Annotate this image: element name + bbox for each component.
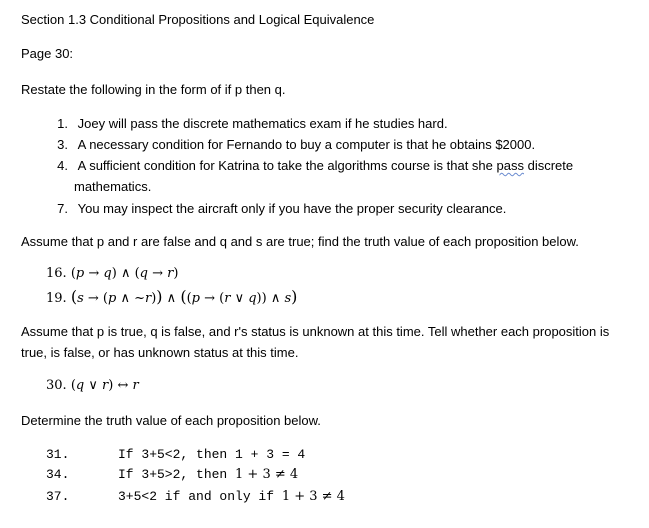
truth-item-34 <box>46 467 299 482</box>
truth-item-37 <box>46 489 345 504</box>
truth-item-number: 37. <box>46 489 70 504</box>
instruction-unknown-status-line1: Assume that p is true, q is false, and r's status is unknown at this time. Tell whether each proposition is <box>21 324 610 339</box>
list-item-text: Joey will pass the discrete mathematics exam if he studies hard. <box>77 116 448 131</box>
truth-item-text: 3+5<2 if and only if 1 + 3 ≠ 4 <box>118 489 345 504</box>
proposition-30 <box>46 378 139 393</box>
instruction-unknown-status-line2: true, is false, or has unknown status at this time. <box>21 345 299 360</box>
spellcheck-underline: pass <box>496 158 524 173</box>
list-item-number: 4. <box>57 158 68 173</box>
list-item-number: 1. <box>57 116 68 131</box>
truth-item-number: 34. <box>46 467 70 482</box>
list-item-number: 3. <box>57 137 68 152</box>
truth-item-text: If 3+5>2, then 1 + 3 ≠ 4 <box>118 467 299 482</box>
proposition-number: 16. <box>46 266 67 281</box>
instruction-restate: Restate the following in the form of if p then q. <box>21 82 286 97</box>
list-item-7 <box>46 201 506 216</box>
list-item-4 <box>46 158 573 173</box>
truth-item-text: If 3+5<2, then 1 + 3 = 4 <box>118 447 306 462</box>
list-item-text: A necessary condition for Fernando to buy a computer is that he obtains $2000. <box>77 137 536 152</box>
list-item-3 <box>46 137 535 152</box>
list-item-1 <box>46 116 448 131</box>
proposition-formula: (q ∨ r) ↔ r <box>70 378 139 393</box>
proposition-19 <box>46 287 297 306</box>
instruction-truth-values: Assume that p and r are false and q and s are true; find the truth value of each proposition below. <box>21 234 579 249</box>
proposition-formula: (p → q) ∧ (q → r) <box>70 266 179 281</box>
list-item-number: 7. <box>57 201 68 216</box>
list-item-text: A sufficient condition for Katrina to take the algorithms course is that she pass discrete <box>77 158 574 173</box>
page-reference: Page 30: <box>21 46 74 61</box>
proposition-16 <box>46 266 178 281</box>
instruction-determine: Determine the truth value of each proposition below. <box>21 413 321 428</box>
section-heading: Section 1.3 Conditional Propositions and Logical Equivalence <box>21 12 375 27</box>
list-item-4-continued: mathematics. <box>74 179 152 194</box>
truth-item-number: 31. <box>46 447 70 462</box>
proposition-number: 30. <box>46 378 67 393</box>
proposition-number: 19. <box>46 291 67 306</box>
truth-item-31 <box>46 447 306 462</box>
proposition-formula: (s → (p ∧ ~r)) ∧ ((p → (r ∨ q)) ∧ s) <box>70 287 298 306</box>
list-item-text: You may inspect the aircraft only if you have the proper security clearance. <box>77 201 507 216</box>
